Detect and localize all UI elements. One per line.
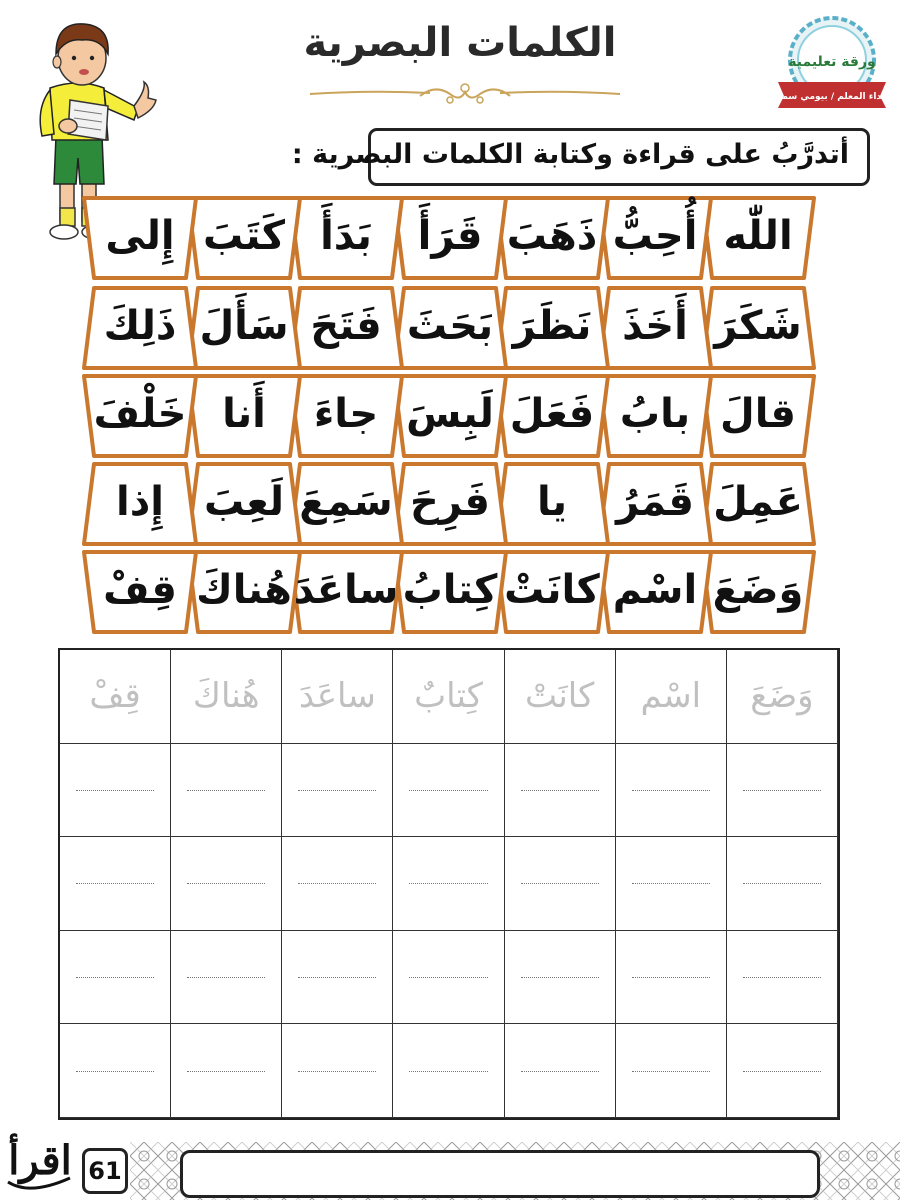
word-tile-text: قَمَرُ <box>616 479 694 525</box>
word-tile-text: إِلى <box>105 213 175 259</box>
writing-cell[interactable] <box>616 744 727 838</box>
word-tile-text: اللّٰه <box>723 213 793 259</box>
page-number: 61 <box>82 1148 128 1194</box>
word-tile-text: عَمِلَ <box>713 479 803 525</box>
word-tile-text: ذَهَبَ <box>506 213 598 259</box>
dotted-writing-line <box>409 977 487 978</box>
writing-cell[interactable] <box>393 931 504 1025</box>
tracing-table <box>58 648 840 1120</box>
writing-cell[interactable] <box>60 931 171 1025</box>
writing-cell[interactable] <box>171 744 282 838</box>
writing-cell[interactable] <box>171 931 282 1025</box>
trace-word-cell: كانَتْ <box>505 650 616 744</box>
trace-word-cell: قِفْ <box>60 650 171 744</box>
trace-word-cell: ساعَدَ <box>282 650 393 744</box>
word-tile-text: كانَتْ <box>504 567 600 613</box>
writing-cell[interactable] <box>505 931 616 1025</box>
dotted-writing-line <box>632 1071 710 1072</box>
writing-cell[interactable] <box>505 837 616 931</box>
dotted-writing-line <box>187 883 265 884</box>
word-tile-text: لَبِسَ <box>406 391 494 437</box>
dotted-writing-line <box>298 883 376 884</box>
word-tile-text: بَحَثَ <box>406 303 494 349</box>
dotted-writing-line <box>521 977 599 978</box>
footer-name-field[interactable] <box>180 1150 820 1198</box>
page-title: الكلمات البصرية <box>303 20 617 66</box>
writing-cell[interactable] <box>171 837 282 931</box>
writing-cell[interactable] <box>282 931 393 1025</box>
word-tile-text: بَدَأَ <box>320 213 372 259</box>
word-tile-text: قِفْ <box>103 567 177 613</box>
dotted-writing-line <box>743 883 821 884</box>
word-tile-text: أَنا <box>222 391 266 437</box>
dotted-writing-line <box>76 790 154 791</box>
trace-word-cell: وَضَعَ <box>727 650 838 744</box>
dotted-writing-line <box>298 1071 376 1072</box>
iqra-calligraphy <box>0 1112 82 1200</box>
word-tile-text: هُناكَ <box>196 567 292 613</box>
dotted-writing-line <box>409 883 487 884</box>
writing-cell[interactable] <box>616 931 727 1025</box>
word-tile-text: بابُ <box>619 391 691 437</box>
dotted-writing-line <box>298 790 376 791</box>
writing-cell[interactable] <box>282 744 393 838</box>
dotted-writing-line <box>409 1071 487 1072</box>
writing-cell[interactable] <box>282 1024 393 1118</box>
dotted-writing-line <box>409 790 487 791</box>
writing-cell[interactable] <box>505 1024 616 1118</box>
writing-cell[interactable] <box>505 744 616 838</box>
dotted-writing-line <box>76 883 154 884</box>
dotted-writing-line <box>521 790 599 791</box>
word-tile-text: أُحِبُّ <box>612 213 698 259</box>
dotted-writing-line <box>187 1071 265 1072</box>
writing-cell[interactable] <box>727 837 838 931</box>
word-tile-text: شَكَرَ <box>714 303 802 349</box>
word-tile-text: إِذا <box>116 479 164 525</box>
trace-word-cell: كِتابٌ <box>393 650 504 744</box>
word-tile-text: اسْم <box>612 567 698 613</box>
word-tile-text: يا <box>536 479 568 525</box>
instruction-text: أتدرَّبُ على قراءة وكتابة الكلمات البصرية : <box>291 139 849 170</box>
dotted-writing-line <box>632 790 710 791</box>
word-tile-text: ذَلِكَ <box>103 303 177 349</box>
word-tile-text: فَعَلَ <box>509 391 595 437</box>
writing-cell[interactable] <box>60 837 171 931</box>
dotted-writing-line <box>632 977 710 978</box>
dotted-writing-line <box>298 977 376 978</box>
writing-cell[interactable] <box>727 1024 838 1118</box>
dotted-writing-line <box>187 790 265 791</box>
writing-cell[interactable] <box>60 744 171 838</box>
trace-word-cell: اسْم <box>616 650 727 744</box>
word-tile-text: سَمِعَ <box>299 479 393 525</box>
trace-word-cell: هُناكَ <box>171 650 282 744</box>
writing-cell[interactable] <box>393 744 504 838</box>
writing-cell[interactable] <box>616 1024 727 1118</box>
writing-cell[interactable] <box>282 837 393 931</box>
word-tile-text: نَظَرَ <box>512 303 592 349</box>
badge-name: ورقة تعليمية <box>788 54 876 70</box>
writing-cell[interactable] <box>616 837 727 931</box>
word-tile-text: وَضَعَ <box>712 567 804 613</box>
word-tile-text: كِتابُ <box>402 567 498 613</box>
word-tile-text: سَأَلَ <box>199 303 289 349</box>
word-tile-text: أَخَذَ <box>622 303 688 349</box>
writing-cell[interactable] <box>727 931 838 1025</box>
iqra-text: اقرأ <box>8 1137 72 1184</box>
word-tile-text: ساعَدَ <box>293 567 399 613</box>
badge-dedication: • اهداء المعلم / بيومي سمير • <box>764 92 900 102</box>
dotted-writing-line <box>743 977 821 978</box>
word-tile-text: لَعِبَ <box>204 479 284 525</box>
word-tile-text: كَتَبَ <box>203 213 285 259</box>
dotted-writing-line <box>743 1071 821 1072</box>
dotted-writing-line <box>521 883 599 884</box>
writing-cell[interactable] <box>393 1024 504 1118</box>
dotted-writing-line <box>187 977 265 978</box>
word-tile-text: قالَ <box>720 391 796 437</box>
dotted-writing-line <box>632 883 710 884</box>
word-tile-text: فَرِحَ <box>410 479 490 525</box>
writing-cell[interactable] <box>727 744 838 838</box>
word-tile-text: فَتَحَ <box>310 303 382 349</box>
dotted-writing-line <box>76 977 154 978</box>
word-tile-text: قَرَأَ <box>417 213 483 259</box>
writing-cell[interactable] <box>171 1024 282 1118</box>
writing-cell[interactable] <box>393 837 504 931</box>
dotted-writing-line <box>743 790 821 791</box>
writing-cell[interactable] <box>60 1024 171 1118</box>
dotted-writing-line <box>521 1071 599 1072</box>
word-tile-text: جاءَ <box>313 391 379 437</box>
word-tile-text: خَلْفَ <box>93 391 187 437</box>
dotted-writing-line <box>76 1071 154 1072</box>
